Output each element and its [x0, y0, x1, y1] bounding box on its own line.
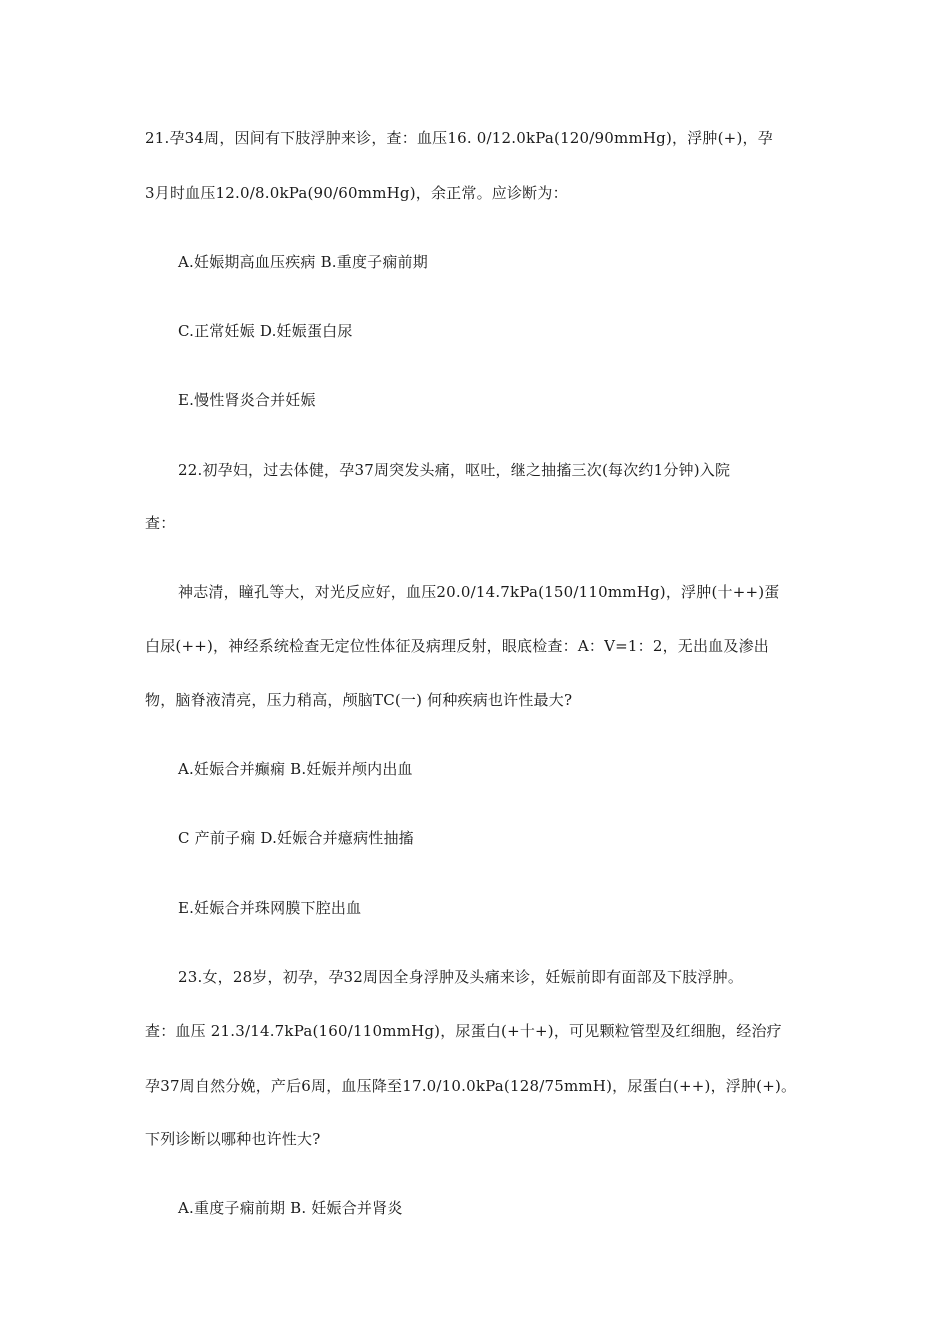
- question-23-option-a-b: A.重度子痫前期 B. 妊娠合并肾炎: [178, 1199, 403, 1217]
- question-21-option-c-d: C.正常妊娠 D.妊娠蛋白尿: [178, 322, 353, 340]
- question-22-option-c-d: C 产前子痫 D.妊娠合并癔病性抽搐: [178, 829, 414, 847]
- question-22-stem-line-1: 22.初孕妇，过去体健，孕37周突发头痛，呕吐，继之抽搐三次(每次约1分钟)入院: [178, 461, 731, 479]
- question-23-stem-line-1: 23.女，28岁，初孕，孕32周因全身浮肿及头痛来诊，妊娠前即有面部及下肢浮肿。: [178, 968, 744, 986]
- question-23-stem-line-3: 孕37周自然分娩，产后6周，血压降至17.0/10.0kPa(128/75mmH)，尿蛋白(++)，浮肿(+)。: [145, 1077, 797, 1095]
- question-22-stem-line-3: 神志清，瞳孔等大，对光反应好，血压20.0/14.7kPa(150/110mmHg)，浮肿(十++)蛋: [178, 583, 780, 601]
- question-22-option-a-b: A.妊娠合并癫痫 B.妊娠并颅内出血: [178, 760, 413, 778]
- question-21-stem-line-2: 3月时血压12.0/8.0kPa(90/60mmHg)，余正常。应诊断为：: [145, 184, 568, 202]
- question-22-option-e: E.妊娠合并珠网膜下腔出血: [178, 899, 362, 917]
- question-22-stem-line-5: 物，脑脊液清亮，压力稍高，颅脑TC(一) 何种疾病也许性最大?: [145, 691, 573, 709]
- question-23-stem-line-2: 查：血压 21.3/14.7kPa(160/110mmHg)，尿蛋白(+十+)，可见颗粒管型及红细胞，经治疗: [145, 1022, 782, 1040]
- question-21-option-e: E.慢性肾炎合并妊娠: [178, 391, 316, 409]
- question-22-stem-line-4: 白尿(++)，神经系统检查无定位性体征及病理反射，眼底检查：A：V=1：2，无出血及渗出: [145, 637, 769, 655]
- question-21-stem-line-1: 21.孕34周，因间有下肢浮肿来诊，查：血压16. 0/12.0kPa(120/90mmHg)，浮肿(+)，孕: [145, 129, 773, 147]
- question-22-stem-line-2: 查：: [145, 514, 176, 532]
- question-21-option-a-b: A.妊娠期高血压疾病 B.重度子痫前期: [178, 253, 428, 271]
- question-23-stem-line-4: 下列诊断以哪种也许性大?: [145, 1130, 321, 1148]
